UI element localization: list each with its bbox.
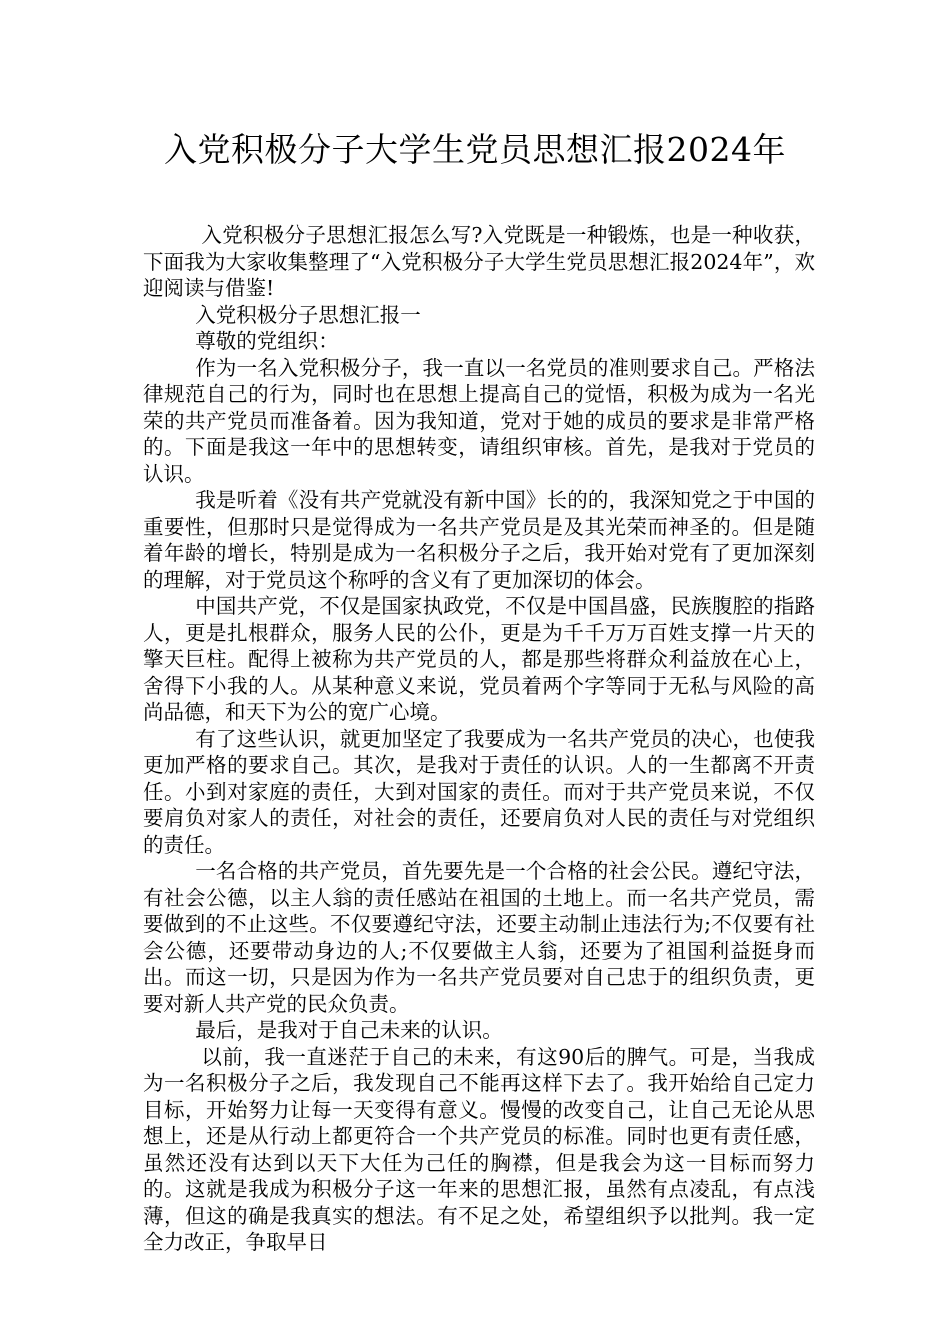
body-paragraph: 有了这些认识，就更加坚定了我要成为一名共产党员的决心，也使我更加严格的要求自己。其次，是我对于责任的认识。人的一生都离不开责任。小到对家庭的责任，大到对国家的责任。而对于共产党员来说，不仅要肩负对家人的责任，对社会的责任，还要肩负对人民的责任与对党组织的责任。 [143, 726, 815, 857]
body-paragraph: 作为一名入党积极分子，我一直以一名党员的准则要求自己。严格法律规范自己的行为，同时也在思想上提高自己的觉悟，积极为成为一名光荣的共产党员而准备着。因为我知道，党对于她的成员的要求是非常严格的。下面是我这一年中的思想转变，请组织审核。首先，是我对于党员的认识。 [143, 355, 815, 486]
salutation: 尊敬的党组织： [195, 329, 339, 353]
section-heading: 入党积极分子思想汇报一 [195, 302, 421, 327]
body-paragraph: 我是听着《没有共产党就没有新中国》长的的，我深知党之于中国的重要性，但那时只是觉得成为一名共产党员是及其光荣而神圣的。但是随着年龄的增长，特别是成为一名积极分子之后，我开始对党有了更加深刻的理解，对于党员这个称呼的含义有了更加深切的体会。 [143, 488, 815, 592]
body-paragraph: 以前，我一直迷茫于自己的未来，有这90后的脾气。可是，当我成为一名积极分子之后，我发现自己不能再这样下去了。我开始给自己定力目标，开始努力让每一天变得有意义。慢慢的改变自己，让自己无论从思想上，还是从行动上都更符合一个共产党员的标准。同时也更有责任感，虽然还没有达到以天下大任为己任的胸襟，但是我会为这一目标而努力的。这就是我成为积极分子这一年来的思想汇报，虽然有点凌乱，有点浅薄，但这的确是我真实的想法。有不足之处，希望组织予以批判。我一定全力改正，争取早日 [143, 1044, 815, 1254]
body-paragraph: 一名合格的共产党员，首先要先是一个合格的社会公民。遵纪守法，有社会公德，以主人翁的责任感站在祖国的土地上。而一名共产党员，需要做到的不止这些。不仅要遵纪守法，还要主动制止违法行为;不仅要有社会公德，还要带动身边的人;不仅要做主人翁，还要为了祖国利益挺身而出。而这一切，只是因为作为一名共产党员要对自己忠于的组织负责，更要对新人共产党的民众负责。 [143, 859, 815, 1016]
document-body [143, 222, 815, 1256]
body-paragraph: 中国共产党，不仅是国家执政党，不仅是中国昌盛，民族腹腔的指路人，更是扎根群众，服务人民的公仆，更是为千千万万百姓支撑一片天的擎天巨柱。配得上被称为共产党员的人，都是那些将群众利益放在心上，舍得下小我的人。从某种意义来说，党员着两个字等同于无私与风险的高尚品德，和天下为公的宽广心境。 [143, 594, 815, 724]
document-title: 入党积极分子大学生党员思想汇报2024年 [164, 130, 786, 169]
intro-paragraph: 入党积极分子思想汇报怎么写?入党既是一种锻炼，也是一种收获，下面我为大家收集整理了“入党积极分子大学生党员思想汇报2024年”，欢迎阅读与借鉴! [143, 223, 815, 300]
body-paragraph: 最后，是我对于自己未来的认识。 [195, 1018, 503, 1042]
